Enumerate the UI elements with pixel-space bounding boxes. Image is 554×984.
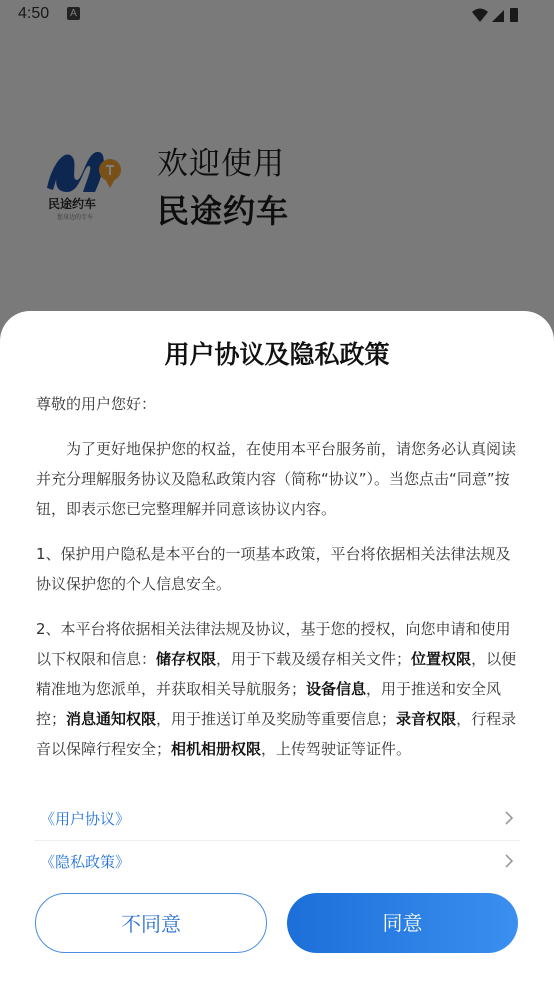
privacy-policy-link[interactable] bbox=[34, 841, 520, 883]
user-agreement-label: 《用户协议》 bbox=[40, 810, 131, 828]
dialog-title: 用户协议及隐私政策 bbox=[164, 340, 390, 369]
chevron-right-icon bbox=[504, 853, 514, 869]
intro-paragraph: 为了更好地保护您的权益，在使用本平台服务前，请您务必认真阅读并充分理解服务协议及隐私政策内容（简称“协议”）。当您点击“同意”按钮，即表示您已完整理解并同意该协议内容。 bbox=[36, 440, 517, 518]
disagree-button[interactable]: 不同意 bbox=[35, 893, 267, 953]
agreement-dialog bbox=[0, 311, 554, 984]
agreement-content[interactable] bbox=[36, 389, 520, 784]
greeting-text: 尊敬的用户您好： bbox=[36, 395, 157, 413]
user-agreement-link[interactable] bbox=[34, 798, 520, 841]
chevron-right-icon bbox=[504, 810, 514, 826]
privacy-paragraph: 1、保护用户隐私是本平台的一项基本政策，平台将依据相关法律法规及协议保护您的个人信息安全。 bbox=[36, 545, 511, 593]
agree-button[interactable]: 同意 bbox=[287, 893, 518, 953]
privacy-policy-label: 《隐私政策》 bbox=[40, 853, 131, 871]
permissions-paragraph: 2、本平台将依据相关法律法规及协议，基于您的授权，向您申请和使用以下权限和信息：储存权限，用于下载及缓存相关文件；位置权限，以便精准地为您派单，并获取相关导航服务；设备信息，用于推送和安全风控；消息通知权限，用于推送订单及奖励等重要信息；录音权限，行程录音以保障行程安全；相机相册权限，上传驾驶证等证件。 bbox=[36, 620, 517, 758]
